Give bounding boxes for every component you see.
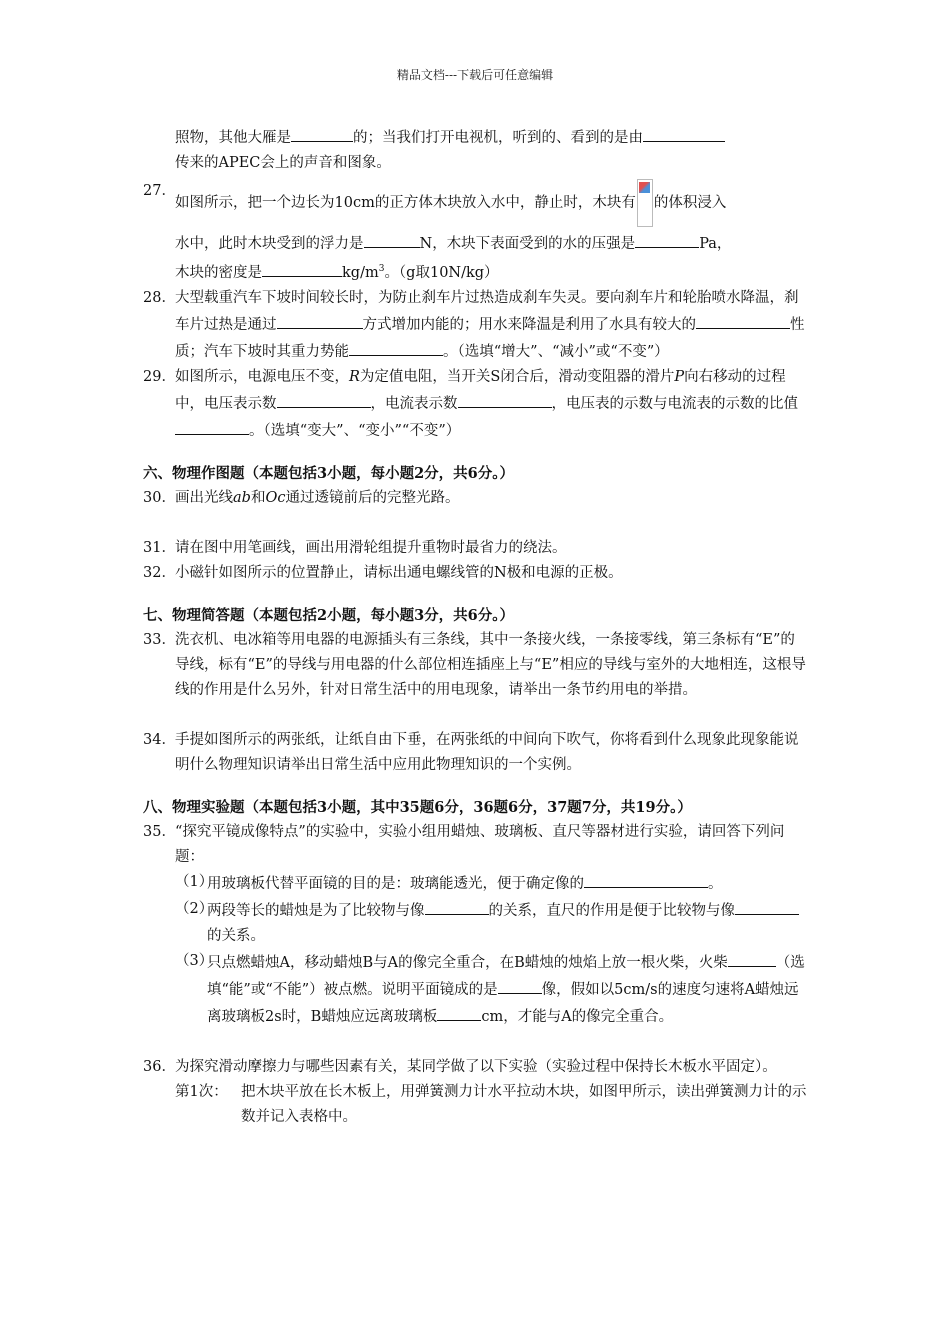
blank xyxy=(277,390,371,408)
question-36-attempt-1: 第1次： 把木块平放在长木板上，用弹簧测力计水平拉动木块，如图甲所示，读出弹簧测力计的示数并记入表格中。 xyxy=(175,1083,807,1125)
blank xyxy=(425,897,489,915)
blank xyxy=(262,259,342,277)
broken-image-icon xyxy=(637,179,653,227)
question-36: 36． 为探究滑动摩擦力与哪些因素有关，某同学做了以下实验（实验过程中保持长木板水平固定）。 xyxy=(143,1058,777,1075)
blank xyxy=(498,976,542,994)
question-29: 29． 如图所示，电源电压不变，R为定值电阻，当开关S闭合后，滑动变阻器的滑片P向右移动的过程中，电压表示数 ，电流表示数 ，电压表的示数与电流表的示数的比值。（选填“变大”、“变小”“不变”） xyxy=(143,368,798,439)
section-7-heading: 七、物理简答题（本题包括2小题，每小题3分，共6分。） xyxy=(143,606,515,624)
q26-continuation: 照物，其他大雁是 的；当我们打开电视机，听到的、看到的是由 传来的APEC会上的声音和图象。 xyxy=(143,124,807,176)
blank xyxy=(277,311,363,329)
blank xyxy=(643,124,725,142)
question-32: 32． 小磁针如图所示的位置静止，请标出通电螺线管的N极和电源的正极。 xyxy=(143,564,623,581)
blank xyxy=(735,897,799,915)
question-35: 35． “探究平镜成像特点”的实验中，实验小组用蜡烛、玻璃板、直尺等器材进行实验，请回答下列问题： xyxy=(143,823,785,865)
blank xyxy=(635,230,699,248)
blank xyxy=(364,230,420,248)
question-35-part-1: （1） 用玻璃板代替平面镜的目的是：玻璃能透光，便于确定像的 。 xyxy=(143,870,807,897)
blank xyxy=(458,390,552,408)
question-35-part-2: （2） 两段等长的蜡烛是为了比较物与像 的关系，直尺的作用是便于比较物与像的关系。 xyxy=(143,897,807,949)
section-6-heading: 六、物理作图题（本题包括3小题，每小题2分，共6分。） xyxy=(143,464,515,482)
question-34: 34． 手提如图所示的两张纸，让纸自由下垂，在两张纸的中间向下吹气，你将看到什么现象此现象能说明什么物理知识请举出日常生活中应用此物理知识的一个实例。 xyxy=(143,731,799,773)
blank xyxy=(291,124,353,142)
page-header: 精品文档---下载后可任意编辑 xyxy=(396,68,554,82)
question-31: 31． 请在图中用笔画线，画出用滑轮组提升重物时最省力的绕法。 xyxy=(143,539,567,556)
blank xyxy=(349,338,443,356)
question-35-part-3: （3） 只点燃蜡烛A，移动蜡烛B与A的像完全重合，在B蜡烛的烛焰上放一根火柴，火柴 （选填“能”或“不能”）被点燃。说明平面镜成的是 像，假如以5cm/s的速度匀速将A蜡烛远离玻璃板2s时，B蜡烛应远离玻璃板 cm，才能与A的像完全重合。 xyxy=(143,949,807,1030)
document-body xyxy=(143,124,807,1130)
blank xyxy=(584,870,708,888)
blank xyxy=(437,1003,481,1021)
question-33: 33． 洗衣机、电冰箱等用电器的电源插头有三条线，其中一条接火线，一条接零线，第三条标有“E”的导线，标有“E”的导线与用电器的什么部位相连插座上与“E”相应的导线与室外的大地相连，这根导线的作用是什么另外，针对日常生活中的用电现象，请举出一条节约用电的举措。 xyxy=(143,631,806,698)
question-27: 27． 如图所示，把一个边长为10cm的正方体木块放入水中，静止时，木块有 的体积浸入 水中，此时木块受到的浮力是 N，木块下表面受到的水的压强是 Pa， 木块的密度是 $kg/m^3$。（g取10N/kg） xyxy=(143,179,807,286)
blank xyxy=(696,311,790,329)
blank xyxy=(175,417,249,435)
section-8-heading: 八、物理实验题（本题包括3小题，其中35题6分，36题6分，37题7分，共19分。） xyxy=(143,798,692,816)
question-28: 28． 大型载重汽车下坡时间较长时，为防止刹车片过热造成刹车失灵。要向刹车片和轮胎喷水降温，刹车片过热是通过 方式增加内能的；用水来降温是利用了水具有较大的 性质；汽车下坡时其重力势能 。（选填“增大”、“减小”或“不变”） xyxy=(143,289,805,360)
blank xyxy=(728,949,776,967)
question-30: 30． 画出光线ab和Oc通过透镜前后的完整光路。 xyxy=(143,489,460,506)
